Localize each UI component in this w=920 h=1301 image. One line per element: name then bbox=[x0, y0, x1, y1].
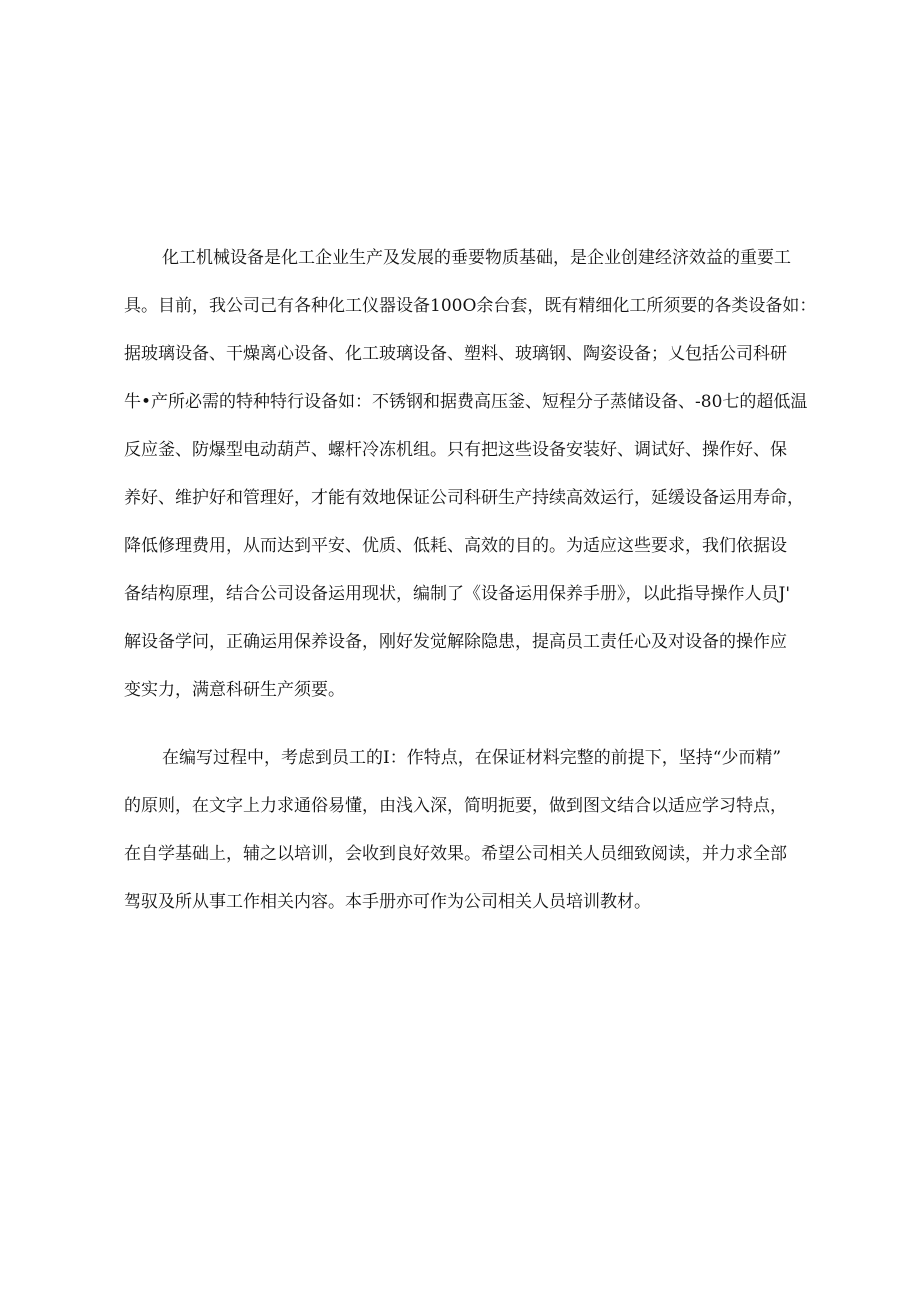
paragraph-gap bbox=[124, 726, 800, 746]
text-line: 解设备学问，正确运用保养设备，刚好发觉解除隐患，提高员工责任心及对设备的操作应 bbox=[124, 632, 787, 652]
text-line: 反应釜、防爆型电动葫芦、螺杆冷冻机组。只有把这些设备安装好、调试好、操作好、保 bbox=[124, 440, 787, 460]
paragraph-editing bbox=[124, 746, 800, 938]
text-line: 备结构原理，结合公司设备运用现状，编制了《设备运用保养手册》，以此指导操作人员J' bbox=[124, 584, 790, 604]
document-body bbox=[124, 246, 817, 938]
text-line: 降低修理费用，从而达到平安、优质、低耗、高效的目的。为适应这些要求，我们依据设 bbox=[124, 536, 787, 556]
text-line: 牛•产所必需的特种特行设备如：不锈钢和据费高压釜、短程分子蒸储设备、-80七的超低温 bbox=[124, 392, 808, 412]
text-line: 据玻璃设备、干燥离心设备、化工玻璃设备、塑料、玻璃钢、陶姿设备；乂包括公司科研 bbox=[124, 344, 787, 364]
text-line: 在编写过程中，考虑到员工的I：作特点，在保证材料完整的前提下，坚持“少而精” bbox=[162, 748, 782, 768]
text-line: 的原则，在文字上力求通俗易懂，由浅入深，简明扼要，做到图文结合以适应学习特点， bbox=[124, 796, 787, 816]
text-line: 驾驭及所从事工作相关内容。本手册亦可作为公司相关人员培训教材。 bbox=[124, 892, 651, 912]
paragraph-intro bbox=[124, 246, 817, 726]
text-line: 具。目前，我公司己有各种化工仪器设备100O余台套，既有精细化工所须要的各类设备如： bbox=[124, 296, 817, 316]
text-line: 养好、维护好和管理好，才能有效地保证公司科研生产持续高效运行，延缓设备运用寿命， bbox=[124, 488, 804, 508]
text-line: 变实力，满意科研生产须要。 bbox=[124, 680, 345, 700]
text-line: 化工机械设备是化工企业生产及发展的垂要物质基础，是企业创建经济效益的重要工 bbox=[162, 248, 791, 268]
text-line: 在自学基础上，辅之以培训，会收到良好效果。希望公司相关人员细致阅读，并力求全部 bbox=[124, 844, 787, 864]
